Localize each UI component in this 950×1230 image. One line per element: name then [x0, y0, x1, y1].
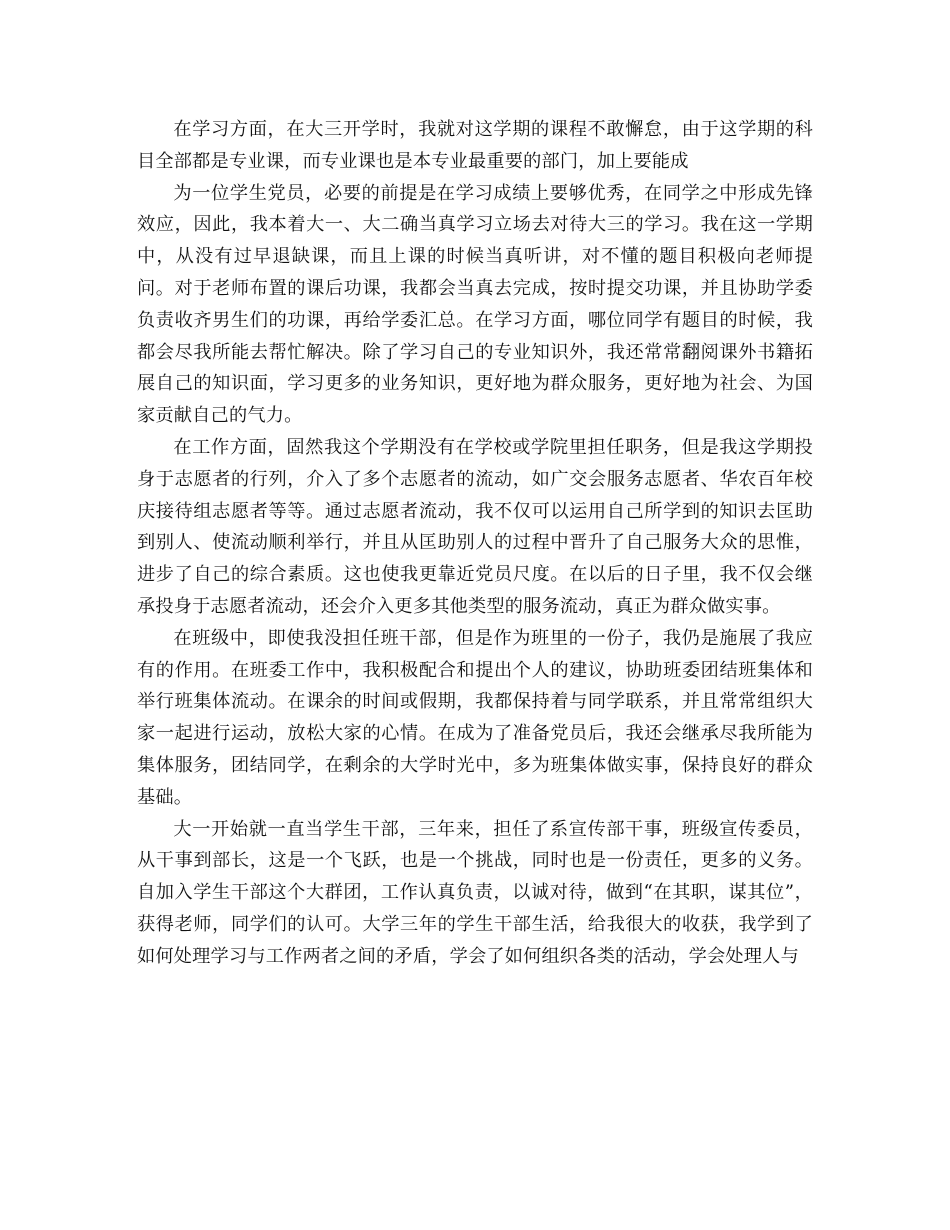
paragraph-class: 在班级中，即使我没担任班干部，但是作为班里的一份子，我仍是施展了我应有的作用。在班委工作中，我积极配合和提出个人的建议，协助班委团结班集体和举行班集体流动。在课余的时间或假期，我都保持着与同学联系，并且常常组织大家一起进行运动，放松大家的心情。在成为了准备党员后，我还会继承尽我所能为集体服务，团结同学，在剩余的大学时光中，多为班集体做实事，保持良好的群众基础。 — [137, 627, 813, 808]
document-body — [137, 114, 813, 973]
paragraph-student-cadre: 大一开始就一直当学生干部，三年来，担任了系宣传部干事，班级宣传委员，从干事到部长，这是一个飞跃，也是一个挑战，同时也是一份责任，更多的义务。自加入学生干部这个大群团，工作认真负责，以诚对待，做到“在其职，谋其位”，获得老师，同学们的认可。大学三年的学生干部生活，给我很大的收获，我学到了如何处理学习与工作两者之间的矛盾，学会了如何组织各类的活动，学会处理人与 — [137, 818, 813, 967]
paragraph-study-intro: 在学习方面，在大三开学时，我就对这学期的课程不敢懈怠，由于这学期的科目全部都是专业课，而专业课也是本专业最重要的部门，加上要能成 — [137, 119, 813, 172]
paragraph-study-detail: 为一位学生党员，必要的前提是在学习成绩上要够优秀，在同学之中形成先锋效应，因此，我本着大一、大二确当真学习立场去对待大三的学习。我在这一学期中，从没有过早退缺课，而且上课的时候当真听讲，对不懂的题目积极向老师提问。对于老师布置的课后功课，我都会当真去完成，按时提交功课，并且协助学委负责收齐男生们的功课，再给学委汇总。在学习方面，哪位同学有题目的时候，我都会尽我所能去帮忙解决。除了学习自己的专业知识外，我还常常翻阅课外书籍拓展自己的知识面，学习更多的业务知识，更好地为群众服务，更好地为社会、为国家贡献自己的气力。 — [137, 182, 813, 427]
paragraph-work: 在工作方面，固然我这个学期没有在学校或学院里担任职务，但是我这学期投身于志愿者的行列，介入了多个志愿者的流动，如广交会服务志愿者、华农百年校庆接待组志愿者等等。通过志愿者流动，我不仅可以运用自己所学到的知识去匡助到别人、使流动顺利举行，并且从匡助别人的过程中晋升了自己服务大众的思惟，进步了自己的综合素质。这也使我更靠近党员尺度。在以后的日子里，我不仅会继承投身于志愿者流动，还会介入更多其他类型的服务流动，真正为群众做实事。 — [137, 436, 813, 617]
